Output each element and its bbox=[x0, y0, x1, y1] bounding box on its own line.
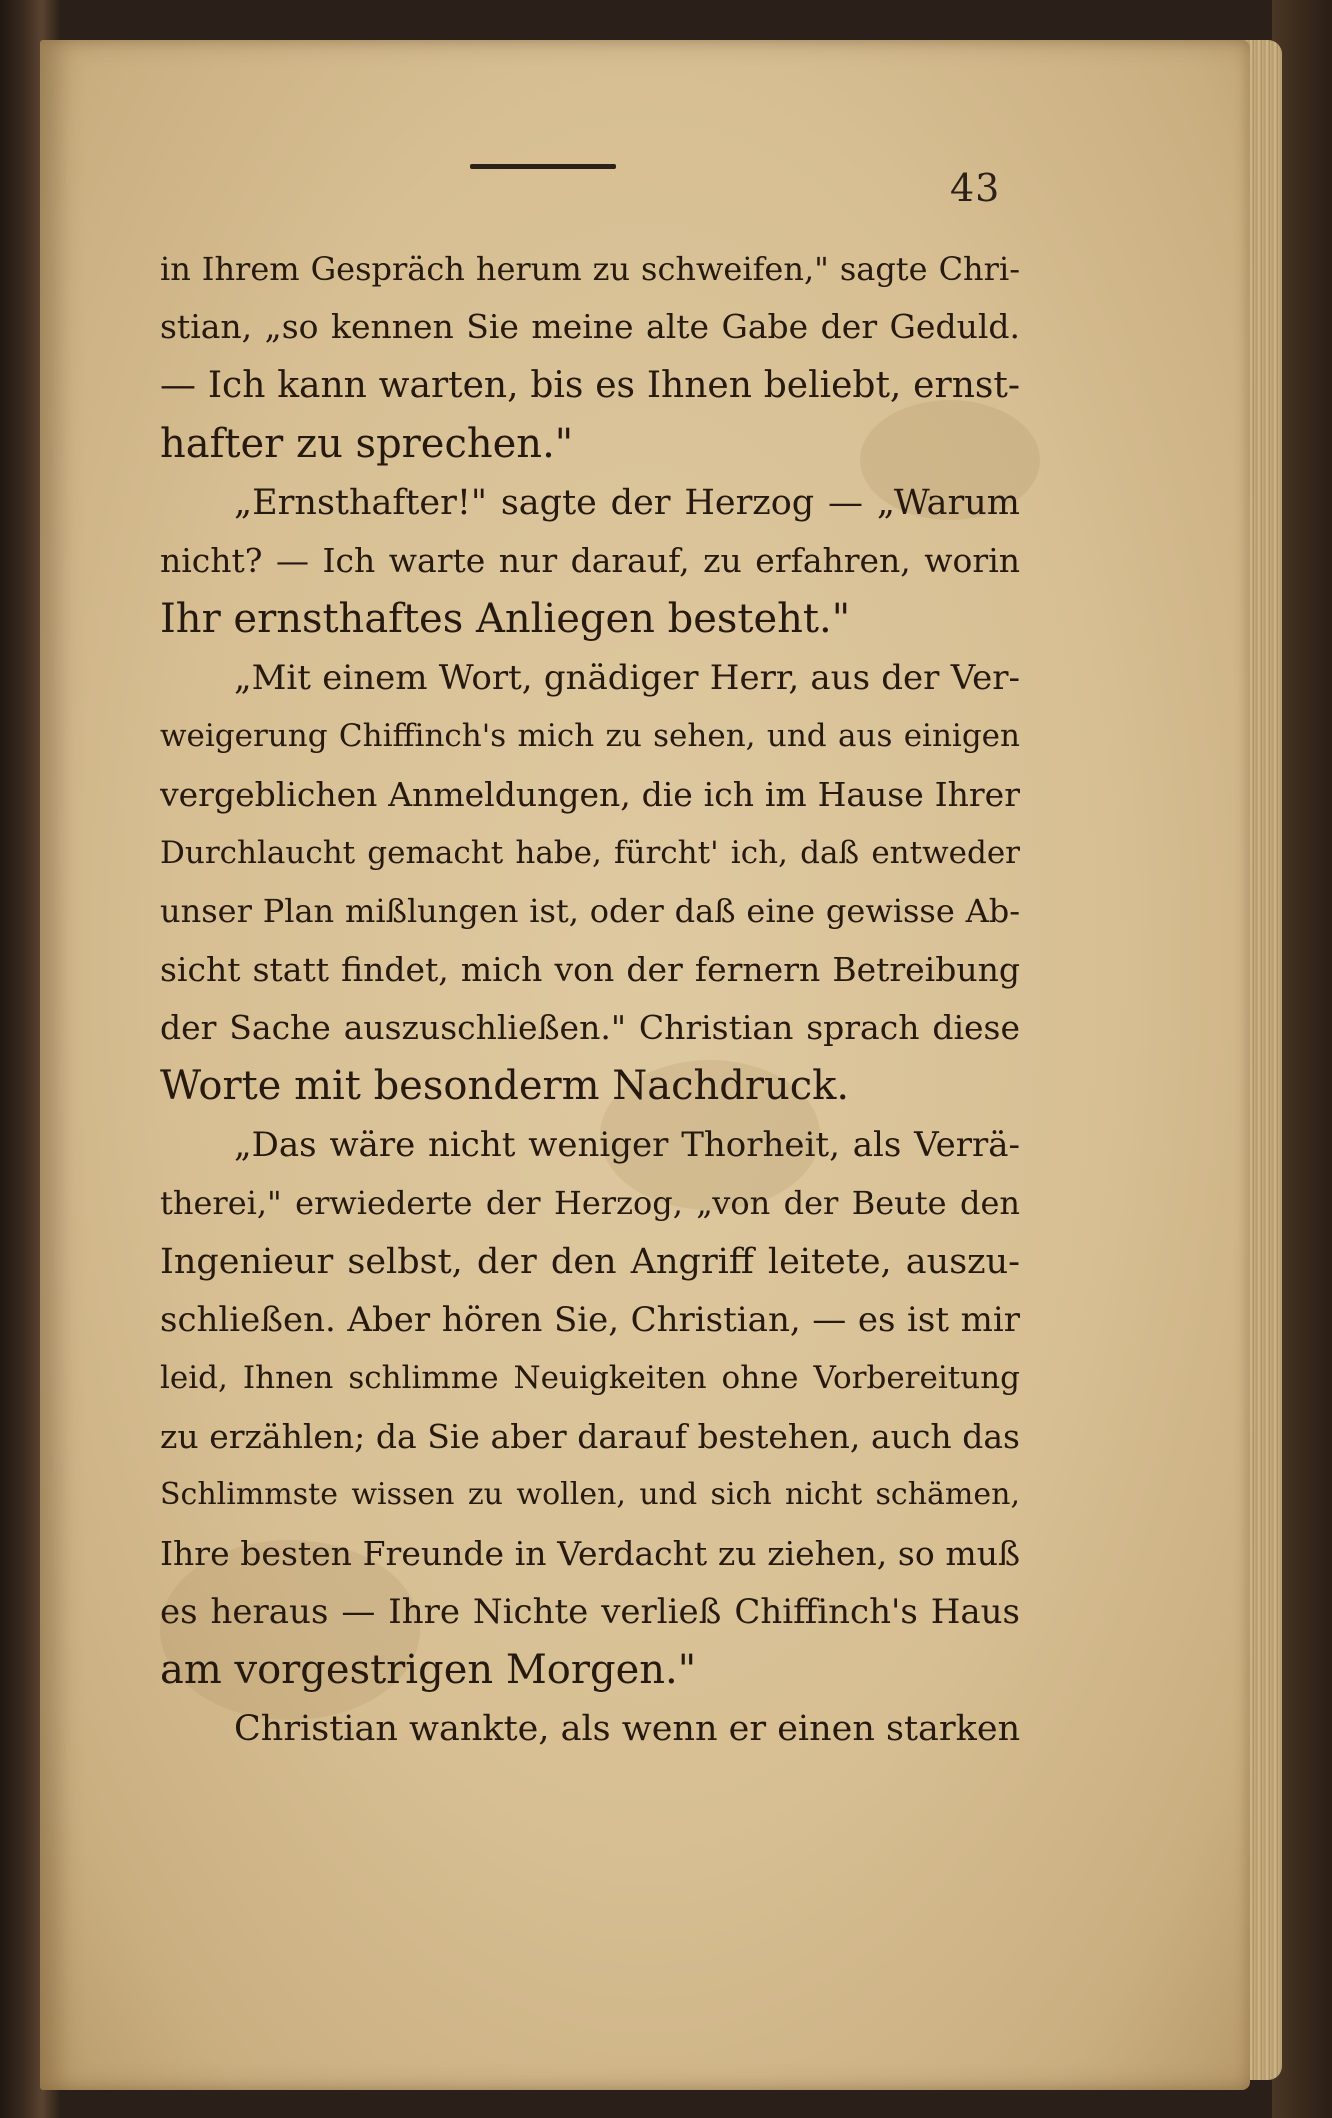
text-line: vergeblichen Anmeldungen, die ich im Hause Ihrer bbox=[160, 774, 1020, 814]
text-line: schließen. Aber hören Sie, Christian, — es ist mir bbox=[160, 1300, 1020, 1341]
text-line: in Ihrem Gespräch herum zu schweifen," sagte Chri- bbox=[160, 250, 1020, 288]
text-line: sicht statt findet, mich von der fernern Betreibung bbox=[160, 949, 1020, 989]
text-line: nicht? — Ich warte nur darauf, zu erfahren, worin bbox=[160, 540, 1020, 580]
page-number: 43 bbox=[950, 166, 1001, 210]
text-line: Ihre besten Freunde in Verdacht zu ziehen, so muß bbox=[160, 1533, 1020, 1573]
text-line: Ingenieur selbst, der den Angriff leitete, auszu- bbox=[160, 1241, 1020, 1282]
text-line: — Ich kann warten, bis es Ihnen beliebt, ernst- bbox=[160, 364, 1020, 406]
text-line: leid, Ihnen schlimme Neuigkeiten ohne Vorbereitung bbox=[160, 1360, 1020, 1397]
text-line: Christian wankte, als wenn er einen starken bbox=[234, 1708, 1020, 1749]
text-line: hafter zu sprechen." bbox=[160, 421, 574, 468]
text-line: „Mit einem Wort, gnädiger Herr, aus der Ver- bbox=[234, 657, 1020, 698]
text-line: zu erzählen; da Sie aber darauf bestehen, auch das bbox=[160, 1416, 1020, 1456]
text-line: Durchlaucht gemacht habe, fürcht' ich, daß entweder bbox=[160, 834, 1020, 871]
text-line: unser Plan mißlungen ist, oder daß eine gewisse Ab- bbox=[160, 892, 1020, 931]
text-line: stian, „so kennen Sie meine alte Gabe der Geduld. bbox=[160, 307, 1020, 347]
header-rule bbox=[470, 164, 616, 169]
text-line: therei," erwiederte der Herzog, „von der Beute den bbox=[160, 1184, 1020, 1223]
body-text bbox=[160, 240, 1020, 1758]
text-line: weigerung Chiffinch's mich zu sehen, und aus einigen bbox=[160, 718, 1020, 755]
text-line: der Sache auszuschließen." Christian sprach diese bbox=[160, 1008, 1020, 1048]
text-line: Ihr ernsthaftes Anliegen besteht." bbox=[160, 596, 851, 643]
text-line: „Ernsthafter!" sagte der Herzog — „Warum bbox=[234, 482, 1020, 523]
text-line: „Das wäre nicht weniger Thorheit, als Verrä- bbox=[234, 1124, 1020, 1165]
text-line: Schlimmste wissen zu wollen, und sich nicht schämen, bbox=[160, 1477, 1020, 1513]
text-line: am vorgestrigen Morgen." bbox=[160, 1647, 697, 1694]
text-line: es heraus — Ihre Nichte verließ Chiffinch's Haus bbox=[160, 1591, 1020, 1632]
text-line: Worte mit besonderm Nachdruck. bbox=[160, 1063, 850, 1110]
